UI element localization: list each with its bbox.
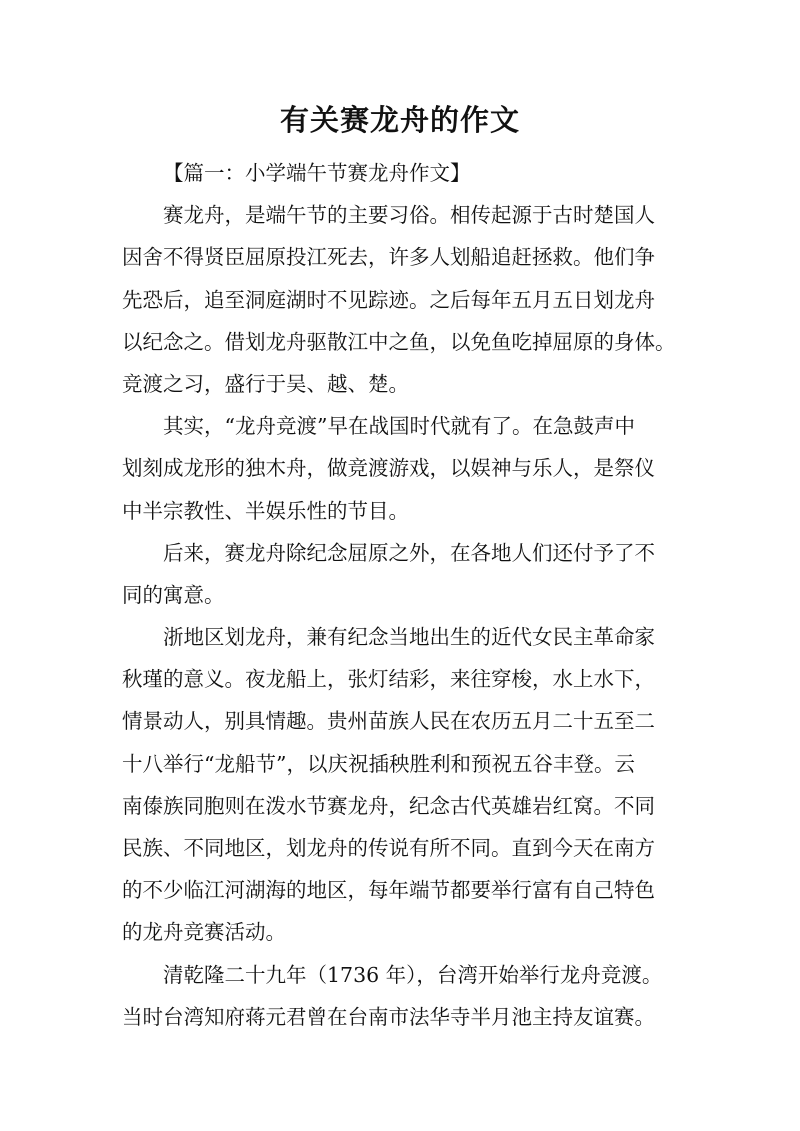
paragraph-4-line-2: 秋瑾的意义。夜龙船上，张灯结彩，来往穿梭，水上水下， [122, 667, 655, 692]
paragraph-4-line-1: 浙地区划龙舟，兼有纪念当地出生的近代女民主革命家 [163, 625, 655, 650]
paragraph-4-line-5: 南傣族同胞则在泼水节赛龙舟，纪念古代英雄岩红窝。不同 [122, 793, 655, 818]
paragraph-3-line-1: 后来，赛龙舟除纪念屈原之外，在各地人们还付予了不 [163, 540, 655, 565]
paragraph-4-line-4: 十八举行“龙船节”，以庆祝插秧胜利和预祝五谷丰登。云 [122, 751, 635, 776]
paragraph-5-line-2: 当时台湾知府蒋元君曾在台南市法华寺半月池主持友谊赛。 [122, 1004, 655, 1029]
paragraph-3-line-2: 同的寓意。 [122, 582, 225, 607]
paragraph-4-line-6: 民族、不同地区，划龙舟的传说有所不同。直到今天在南方 [122, 836, 655, 860]
paragraph-4-line-7: 的不少临江河湖海的地区，每年端节都要举行富有自己特色 [122, 878, 655, 903]
document-title: 有关赛龙舟的作文 [279, 103, 520, 137]
paragraph-4-line-3: 情景动人，别具情趣。贵州苗族人民在农历五月二十五至二 [122, 709, 655, 734]
paragraph-1-line-5: 竞渡之习，盛行于吴、越、楚。 [122, 371, 409, 396]
paragraph-2-line-2: 划刻成龙形的独木舟，做竞渡游戏，以娱神与乐人，是祭仪 [122, 456, 655, 481]
paragraph-4-line-8: 的龙舟竞赛活动。 [122, 920, 286, 945]
paragraph-1-line-2: 因舍不得贤臣屈原投江死去，许多人划船追赶拯救。他们争 [122, 245, 655, 270]
section-heading: 【篇一：小学端午节赛龙舟作文】 [163, 161, 471, 185]
paragraph-1-line-3: 先恐后，追至洞庭湖时不见踪迹。之后每年五月五日划龙舟 [122, 287, 655, 312]
paragraph-2-line-1: 其实，“龙舟竞渡”早在战国时代就有了。在急鼓声中 [163, 414, 635, 439]
paragraph-1-line-4: 以纪念之。借划龙舟驱散江中之鱼，以免鱼吃掉屈原的身体。 [122, 329, 676, 354]
document-body [122, 152, 692, 1038]
paragraph-1-line-1: 赛龙舟，是端午节的主要习俗。相传起源于古时楚国人 [163, 203, 655, 228]
paragraph-2-line-3: 中半宗教性、半娱乐性的节目。 [122, 498, 409, 523]
paragraph-5-line-1: 清乾隆二十九年（1736 年），台湾开始举行龙舟竞渡。 [163, 962, 663, 987]
